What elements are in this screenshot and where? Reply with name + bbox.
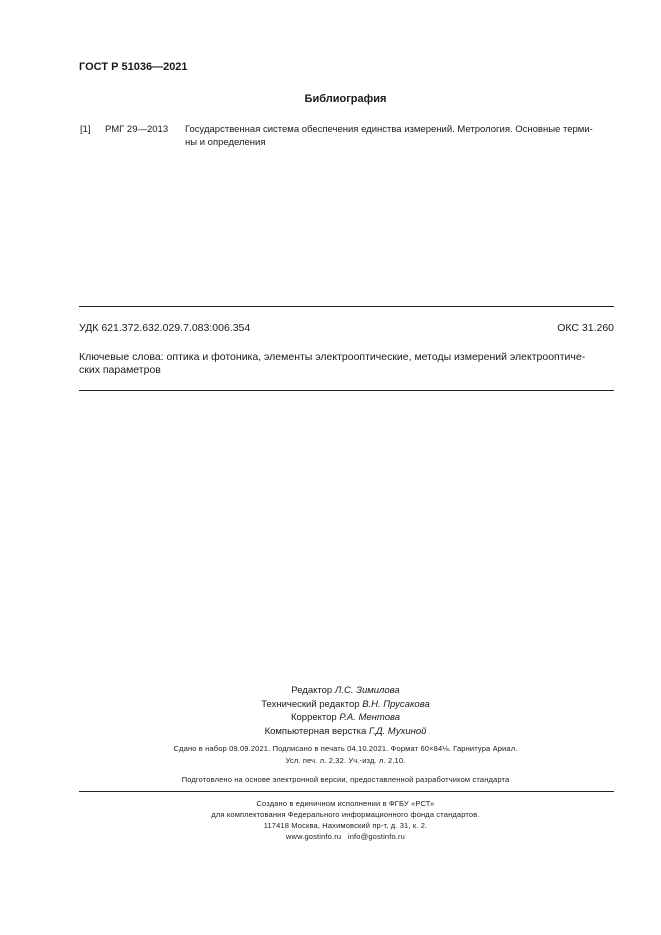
credit-line <box>30 725 661 739</box>
prepared-note: Подготовлено на основе электронной версии, предоставленной разработчиком стандарта <box>181 775 510 784</box>
udk-code: УДК 621.372.632.029.7.083:006.354 <box>79 322 251 334</box>
credit-role: Технический редактор <box>261 698 360 710</box>
publisher-line: для комплектования Федерального информационного фонда стандартов. <box>211 810 480 819</box>
credit-name: Р.А. Ментова <box>339 712 401 723</box>
publisher-contacts <box>30 831 661 842</box>
credit-line <box>30 684 661 698</box>
print-info-line: Сдано в набор 09.09.2021. Подписано в печать 04.10.2021. Формат 60×84⅛. Гарнитура Ариал. <box>173 744 518 753</box>
oks-code: ОКС 31.260 <box>557 322 614 334</box>
keywords <box>79 351 617 377</box>
credits-block <box>0 684 661 738</box>
credit-role: Компьютерная верстка <box>264 725 367 737</box>
publisher-email-link[interactable]: info@gostinfo.ru <box>347 832 406 841</box>
bibliography-entry-text-line: ны и определения <box>185 137 266 148</box>
divider-publisher <box>79 791 614 792</box>
credit-role: Редактор <box>291 685 333 696</box>
publisher-line: Создано в единичном исполнении в ФГБУ «РСТ» <box>256 799 435 808</box>
divider-keywords <box>79 390 614 391</box>
bibliography-title: Библиография <box>304 93 387 105</box>
credit-role: Корректор <box>290 712 337 723</box>
publisher-line: 117418 Москва, Нахимовский пр-т, д. 31, к. 2. <box>263 821 428 830</box>
print-info-line: Усл. печ. л. 2,32. Уч.-изд. л. 2,10. <box>285 756 406 765</box>
bibliography-entry-text <box>185 123 615 149</box>
keywords-line: Ключевые слова: оптика и фотоника, элементы электрооптические, методы измерений электрооптиче- <box>79 351 586 363</box>
publisher-website-link[interactable]: www.gostinfo.ru <box>285 832 342 841</box>
publisher-block <box>0 798 661 842</box>
credit-name: В.Н. Прусакова <box>362 698 430 710</box>
credit-line <box>30 711 661 725</box>
keywords-line: ских параметров <box>79 364 161 376</box>
bibliography-entry-standard: РМГ 29—2013 <box>105 124 169 135</box>
bibliography-entry-number: [1] <box>80 124 91 135</box>
credit-name: Г.Д. Мухиной <box>368 725 427 737</box>
print-info <box>0 743 661 767</box>
bibliography-entry-text-line: Государственная система обеспечения единства измерений. Метрология. Основные терми- <box>185 124 593 135</box>
document-code: ГОСТ Р 51036—2021 <box>79 61 188 73</box>
credit-line <box>30 698 661 712</box>
credit-name: Л.С. Зимилова <box>334 685 400 696</box>
divider-top <box>79 306 614 307</box>
